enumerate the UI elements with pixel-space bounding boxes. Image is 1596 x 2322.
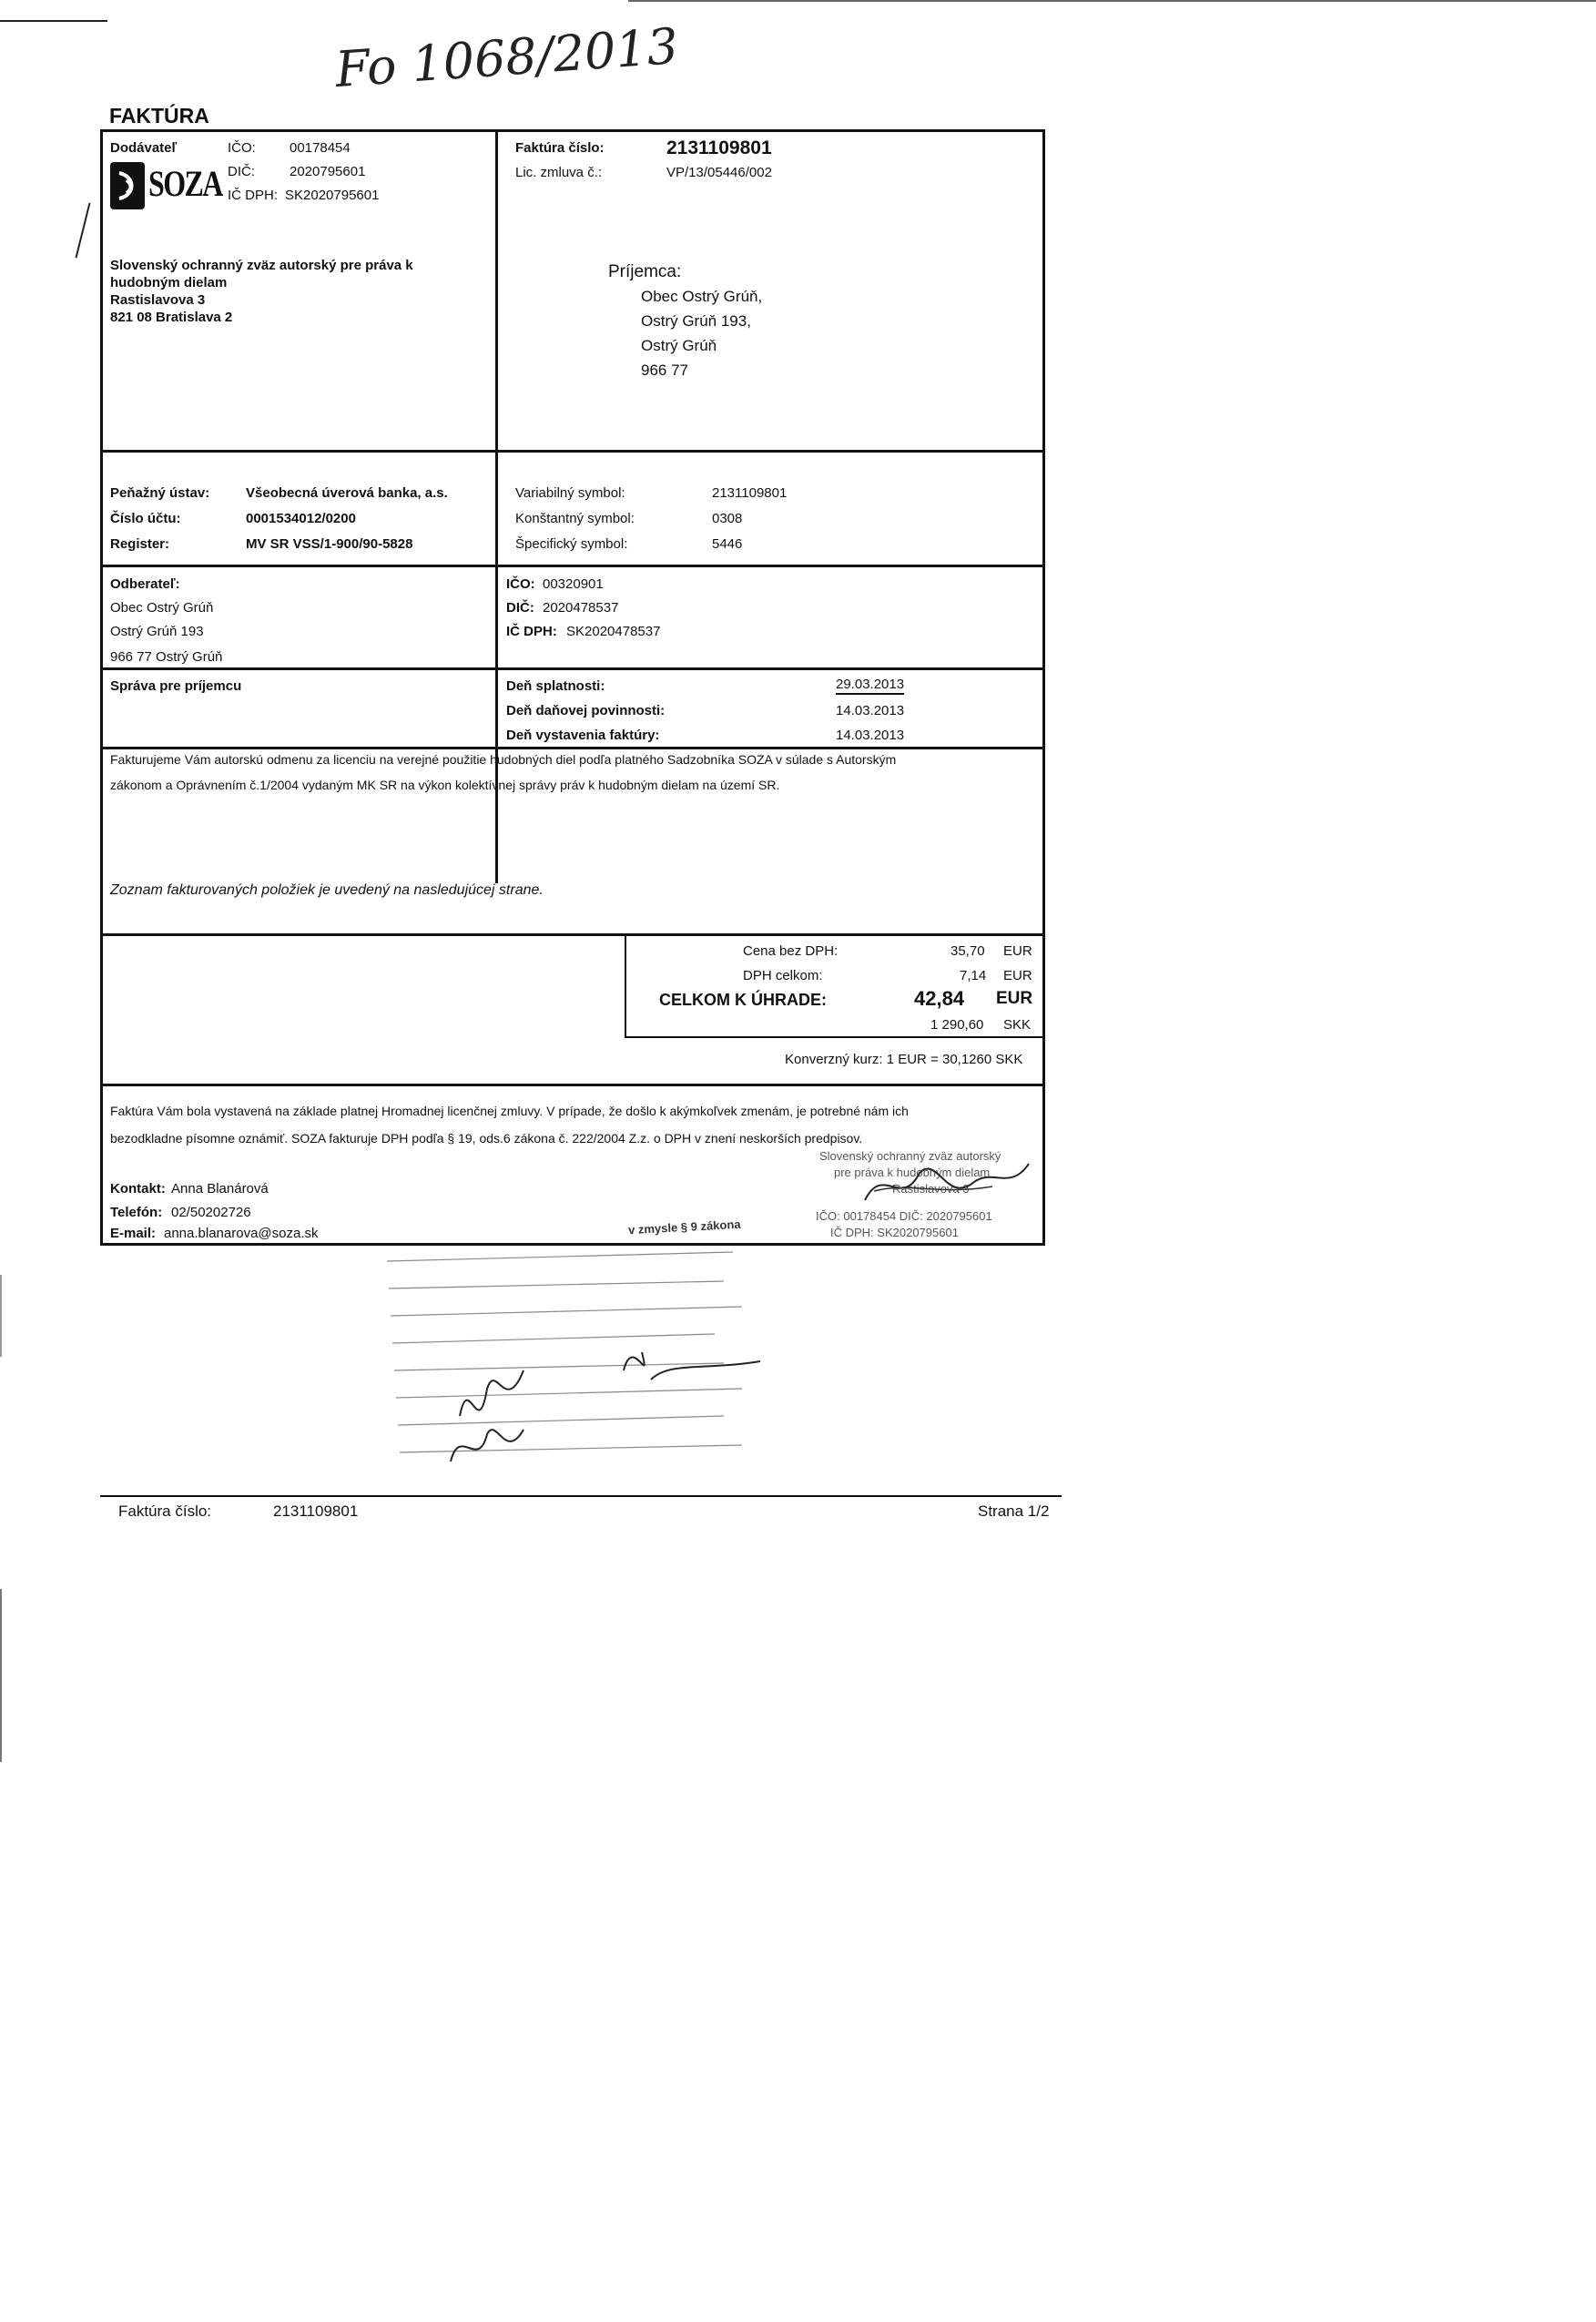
constant-symbol-label: Konštantný symbol: — [515, 511, 635, 526]
recipient-line: Ostrý Grúň 193, — [641, 312, 751, 330]
issue-date-label: Deň vystavenia faktúry: — [506, 728, 660, 743]
issue-date: 14.03.2013 — [836, 728, 905, 743]
supplier-icdph-label: IČ DPH: — [228, 188, 279, 203]
supplier-name-2: hudobným dielam — [110, 275, 228, 290]
specific-symbol: 5446 — [712, 536, 743, 552]
column-divider — [495, 129, 498, 883]
net-currency: EUR — [1003, 943, 1032, 959]
divider — [100, 450, 1045, 453]
divider — [100, 1084, 1045, 1086]
invoice-number: 2131109801 — [666, 137, 772, 158]
scan-edge-left — [0, 1589, 2, 1762]
footer-text-2: bezodkladne písomne oznámiť. SOZA fakturuje DPH podľa § 19, ods.6 zákona č. 222/2004 Z.z. o DPH v znení neskorších predpisov. — [110, 1131, 863, 1146]
email-address: anna.blanarova@soza.sk — [164, 1226, 319, 1241]
supplier-street: Rastislavova 3 — [110, 292, 206, 308]
customer-ico-label: IČO: — [506, 576, 535, 592]
phone-number: 02/50202726 — [171, 1205, 251, 1220]
contract-label: Lic. zmluva č.: — [515, 165, 603, 180]
due-date-label: Deň splatnosti: — [506, 678, 605, 694]
footer-invoice-label: Faktúra číslo: — [118, 1502, 212, 1520]
phone-label: Telefón: — [110, 1205, 163, 1220]
variable-symbol-label: Variabilný symbol: — [515, 485, 625, 501]
document-title: FAKTÚRA — [109, 104, 209, 127]
register-value: MV SR VSS/1-900/90-5828 — [246, 536, 413, 552]
due-date: 29.03.2013 — [836, 677, 904, 695]
total-currency: EUR — [996, 989, 1033, 1008]
total-label: CELKOM K ÚHRADE: — [659, 991, 827, 1009]
recipient-label: Príjemca: — [608, 262, 682, 281]
total-amount: 42,84 — [914, 987, 965, 1010]
recipient-line: 966 77 — [641, 362, 688, 379]
stamp-line: Slovenský ochranný zväz autorský — [819, 1149, 1001, 1163]
variable-symbol: 2131109801 — [712, 485, 788, 501]
divider — [100, 565, 1045, 567]
soza-logo-icon — [110, 162, 145, 209]
customer-label: Odberateľ: — [110, 576, 180, 592]
register-label: Register: — [110, 536, 170, 552]
conversion-rate: Konverzný kurz: 1 EUR = 30,1260 SKK — [785, 1052, 1023, 1067]
pen-stroke — [76, 203, 91, 259]
account-label: Číslo účtu: — [110, 511, 181, 526]
stamp-line: Rastislavova 3 — [892, 1182, 970, 1196]
footer-invoice-number: 2131109801 — [273, 1502, 359, 1520]
divider — [100, 667, 1045, 670]
customer-icdph-label: IČ DPH: — [506, 624, 557, 639]
supplier-name-1: Slovenský ochranný zväz autorský pre práva k — [110, 258, 413, 273]
customer-line: 966 77 Ostrý Grúň — [110, 649, 223, 665]
bank-label: Peňažný ústav: — [110, 485, 210, 501]
footer-text-1: Faktúra Vám bola vystavená na základe platnej Hromadnej licenčnej zmluvy. V prípade, že došlo k akýmkoľvek zmenám, je potrebné nám ich — [110, 1104, 909, 1118]
tax-date-label: Deň daňovej povinnosti: — [506, 703, 666, 718]
contact-label: Kontakt: — [110, 1181, 166, 1197]
vat-currency: EUR — [1003, 968, 1032, 983]
stamp-line: pre práva k hudobným dielam — [834, 1166, 991, 1179]
email-label: E-mail: — [110, 1226, 157, 1241]
scan-edge — [628, 0, 1596, 2]
supplier-ico-label: IČO: — [228, 140, 256, 156]
vat-amount: 7,14 — [960, 968, 987, 983]
recipient-line: Ostrý Grúň — [641, 337, 717, 354]
page-number: Strana 1/2 — [978, 1502, 1050, 1520]
customer-dic: 2020478537 — [543, 600, 619, 616]
stamp-law-text: v zmysle § 9 zákona — [627, 1217, 741, 1237]
customer-icdph: SK2020478537 — [566, 624, 661, 639]
customer-ico: 00320901 — [543, 576, 604, 592]
footer-rule — [100, 1495, 1062, 1497]
specific-symbol-label: Špecifický symbol: — [515, 536, 628, 552]
constant-symbol: 0308 — [712, 511, 743, 526]
signature-icon — [856, 1155, 1038, 1218]
stamp-line: IČO: 00178454 DIČ: 2020795601 — [816, 1209, 992, 1223]
items-note: Zoznam fakturovaných položiek je uvedený na nasledujúcej strane. — [110, 882, 544, 898]
customer-line: Obec Ostrý Grúň — [110, 600, 214, 616]
supplier-icdph: SK2020795601 — [285, 188, 380, 203]
scan-mark — [0, 20, 107, 22]
handwritten-reference: Fo 1068/2013 — [333, 16, 680, 99]
supplier-ico: 00178454 — [290, 140, 351, 156]
vat-label: DPH celkom: — [743, 968, 823, 983]
message-label: Správa pre príjemcu — [110, 678, 242, 694]
account-number: 0001534012/0200 — [246, 511, 356, 526]
net-label: Cena bez DPH: — [743, 943, 839, 959]
receipt-stamp-icon — [378, 1234, 760, 1480]
description-line-1: Fakturujeme Vám autorskú odmenu za licenciu na verejné použitie hudobných diel podľa platného Sadzobníka SOZA v súlade s Autorským — [110, 752, 897, 767]
tax-date: 14.03.2013 — [836, 703, 905, 718]
bank-name: Všeobecná úverová banka, a.s. — [246, 485, 448, 501]
skk-amount: 1 290,60 — [930, 1017, 984, 1033]
contract-number: VP/13/05446/002 — [666, 165, 772, 180]
skk-currency: SKK — [1003, 1017, 1032, 1033]
recipient-line: Obec Ostrý Grúň, — [641, 288, 763, 305]
supplier-dic-label: DIČ: — [228, 164, 255, 179]
scan-edge-left-2 — [0, 1275, 2, 1357]
customer-dic-label: DIČ: — [506, 600, 534, 616]
invoice-number-label: Faktúra číslo: — [515, 140, 605, 156]
supplier-dic: 2020795601 — [290, 164, 366, 179]
description-line-2: zákonom a Oprávnením č.1/2004 vydaným MK SR na výkon kolektívnej správy práv k hudobným dielam na území SR. — [110, 778, 780, 792]
supplier-label: Dodávateľ — [110, 140, 178, 156]
net-amount: 35,70 — [950, 943, 985, 959]
stamp-line: IČ DPH: SK2020795601 — [830, 1226, 959, 1239]
soza-logo-text: SOZA — [148, 163, 222, 204]
supplier-city: 821 08 Bratislava 2 — [110, 310, 233, 325]
contact-name: Anna Blanárová — [171, 1181, 269, 1197]
customer-line: Ostrý Grúň 193 — [110, 624, 204, 639]
divider — [100, 747, 1045, 749]
